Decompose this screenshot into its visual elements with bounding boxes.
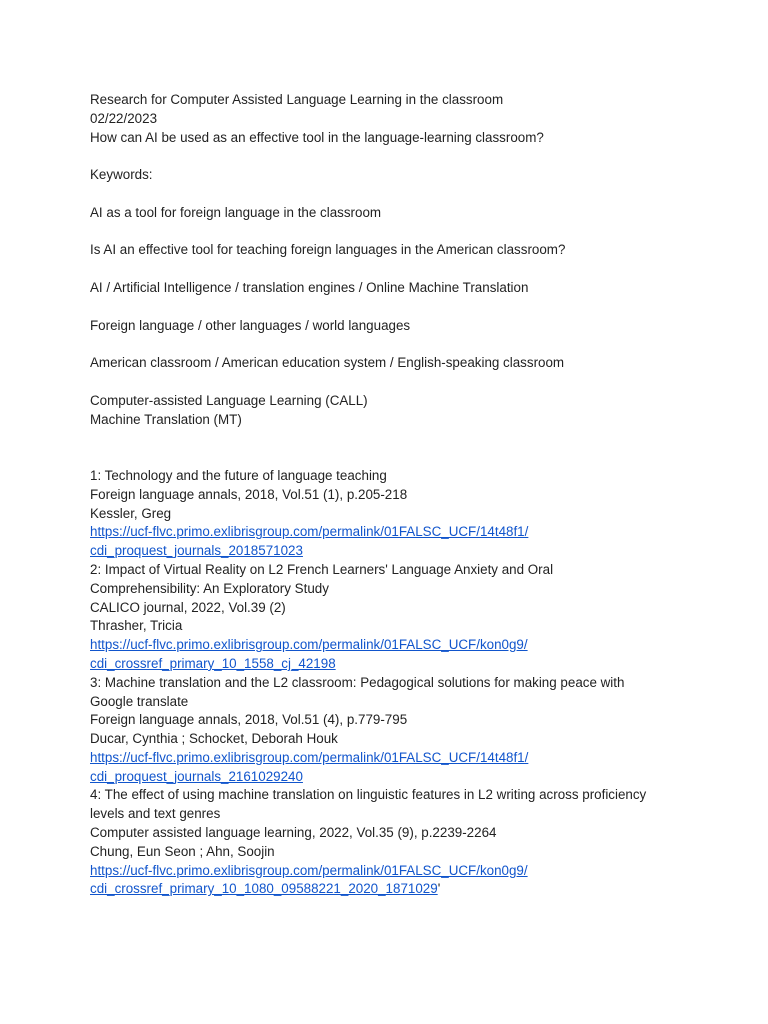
reference-link-continued[interactable]: cdi_proquest_journals_2018571023 xyxy=(90,543,303,559)
reference-link-continued[interactable]: cdi_crossref_primary_10_1558_cj_42198 xyxy=(90,655,336,671)
reference-link[interactable]: https://ucf-flvc.primo.exlibrisgroup.com/permalink/01FALSC_UCF/kon0g9/ xyxy=(90,862,528,878)
reference-link[interactable]: https://ucf-flvc.primo.exlibrisgroup.com/permalink/01FALSC_UCF/14t48f1/ xyxy=(90,749,529,765)
reference-title: 4: The effect of using machine translation on linguistic features in L2 writing across proficiency xyxy=(90,787,647,803)
reference-link-continued[interactable]: cdi_crossref_primary_10_1080_09588221_2020_1871029 xyxy=(90,881,438,897)
reference-entry-2 xyxy=(90,561,690,674)
keyword-item: Is AI an effective tool for teaching foreign languages in the American classroom? xyxy=(90,242,566,258)
reference-entry-4 xyxy=(90,786,690,899)
reference-authors: Thrasher, Tricia xyxy=(90,618,183,634)
reference-link-continued[interactable]: cdi_proquest_journals_2161029240 xyxy=(90,768,303,784)
reference-source: Foreign language annals, 2018, Vol.51 (4), p.779-795 xyxy=(90,712,408,728)
reference-link[interactable]: https://ucf-flvc.primo.exlibrisgroup.com/permalink/01FALSC_UCF/kon0g9/ xyxy=(90,637,528,653)
spacer xyxy=(90,335,690,354)
document-title: Research for Computer Assisted Language Learning in the classroom xyxy=(90,92,504,107)
reference-source: Computer assisted language learning, 2022, Vol.35 (9), p.2239-2264 xyxy=(90,825,497,841)
spacer xyxy=(90,147,690,166)
reference-entry-3 xyxy=(90,674,690,787)
reference-link[interactable]: https://ucf-flvc.primo.exlibrisgroup.com/permalink/01FALSC_UCF/14t48f1/ xyxy=(90,524,529,540)
reference-authors: Chung, Eun Seon ; Ahn, Soojin xyxy=(90,843,275,859)
keyword-term: Computer-assisted Language Learning (CALL) xyxy=(90,392,368,408)
keyword-item: American classroom / American education system / English-speaking classroom xyxy=(90,355,565,371)
document-page xyxy=(90,91,690,899)
reference-title-continued: levels and text genres xyxy=(90,806,221,822)
spacer xyxy=(90,223,690,242)
reference-source: CALICO journal, 2022, Vol.39 (2) xyxy=(90,599,286,615)
keyword-item: AI / Artificial Intelligence / translation engines / Online Machine Translation xyxy=(90,279,529,295)
reference-source: Foreign language annals, 2018, Vol.51 (1), p.205-218 xyxy=(90,486,408,502)
reference-entry-1 xyxy=(90,467,690,561)
document-date: 02/22/2023 xyxy=(90,110,158,126)
reference-title: 2: Impact of Virtual Reality on L2 French Learners' Language Anxiety and Oral xyxy=(90,561,554,577)
keyword-item: AI as a tool for foreign language in the classroom xyxy=(90,204,382,220)
reference-link-line xyxy=(90,880,690,899)
reference-title-continued: Google translate xyxy=(90,693,189,709)
reference-title: 3: Machine translation and the L2 classroom: Pedagogical solutions for making peace with xyxy=(90,674,625,690)
keyword-term: Machine Translation (MT) xyxy=(90,411,242,427)
spacer xyxy=(90,429,690,448)
spacer xyxy=(90,373,690,392)
spacer xyxy=(90,298,690,317)
spacer xyxy=(90,260,690,279)
reference-authors: Kessler, Greg xyxy=(90,505,172,521)
reference-title: 1: Technology and the future of language teaching xyxy=(90,467,387,483)
trailing-quote: ' xyxy=(437,881,441,897)
spacer xyxy=(90,448,690,467)
keyword-item: Foreign language / other languages / world languages xyxy=(90,317,411,333)
spacer xyxy=(90,185,690,204)
reference-authors: Ducar, Cynthia ; Schocket, Deborah Houk xyxy=(90,731,338,747)
research-question: How can AI be used as an effective tool in the language-learning classroom? xyxy=(90,129,544,145)
reference-title-continued: Comprehensibility: An Exploratory Study xyxy=(90,580,329,596)
keywords-label: Keywords: xyxy=(90,167,153,183)
